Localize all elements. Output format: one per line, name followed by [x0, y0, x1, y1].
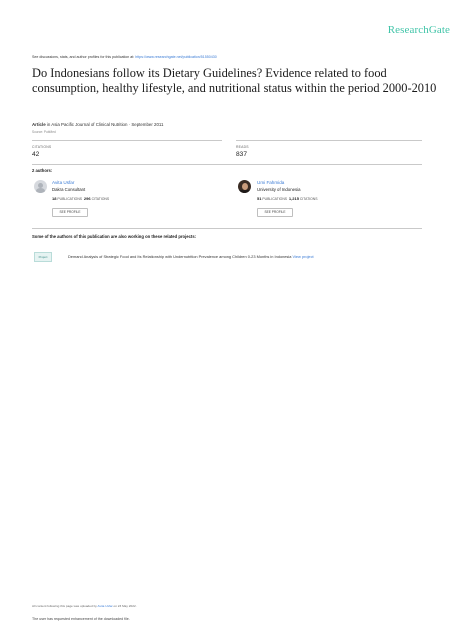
article-meta — [32, 122, 163, 127]
project-badge: Project — [34, 252, 52, 262]
author-institution: University of Indonesia — [257, 187, 301, 192]
citations-label: CITATIONS — [32, 145, 52, 149]
avatar-head — [38, 183, 43, 188]
citations-count: 42 — [32, 151, 40, 158]
publications-label: PUBLICATIONS — [57, 197, 83, 201]
author-stats — [52, 196, 109, 201]
publication-url-link[interactable]: https://www.researchgate.net/publication/51550430 — [135, 55, 217, 59]
see-profile-button[interactable]: SEE PROFILE — [257, 208, 293, 217]
discuss-prefix: See discussions, stats, and author profiles for this publication at: — [32, 55, 135, 59]
source-label: Source: PubMed — [32, 130, 56, 134]
author-citations-count: 296 — [83, 196, 91, 201]
author-citations-label: CITATIONS — [91, 197, 110, 201]
author-citations-count: 1,215 — [288, 196, 299, 201]
researchgate-logo[interactable]: ResearchGate — [387, 24, 450, 36]
project-title: Demand Analysis of Strategic Food and Its Relationship with Undernutrition Prevalence among Children 0-23 Months in Indonesia — [68, 254, 292, 259]
journal-info[interactable]: in Asia Pacific Journal of Clinical Nutrition · September 2011 — [46, 122, 164, 127]
author-name[interactable]: Avita Usfar — [52, 180, 75, 185]
reads-count: 837 — [236, 151, 248, 158]
author-institution: Dakra Consultant — [52, 187, 86, 192]
related-projects-heading: Some of the authors of this publication are also working on these related projects: — [32, 234, 197, 239]
upload-prefix: All content following this page was uploaded by — [32, 604, 97, 608]
author-stats — [257, 196, 317, 201]
enhancement-notice: The user has requested enhancement of the downloaded file. — [32, 617, 130, 621]
uploader-link[interactable]: Avita Usfar — [97, 604, 113, 608]
upload-note — [32, 604, 137, 608]
publications-label: PUBLICATIONS — [262, 197, 288, 201]
reads-label: READS — [236, 145, 249, 149]
avatar-scarf — [238, 190, 251, 194]
author-citations-label: CITATIONS — [299, 197, 318, 201]
divider-authors — [32, 164, 422, 165]
author-name[interactable]: Umi Fahmida — [257, 180, 285, 185]
article-type: Article — [32, 122, 46, 127]
avatar-body — [36, 188, 45, 193]
avatar[interactable] — [238, 180, 251, 193]
authors-heading: 2 authors: — [32, 168, 53, 173]
divider-projects — [32, 228, 422, 229]
avatar[interactable] — [34, 180, 47, 193]
publications-count: 18 — [52, 196, 57, 201]
related-project-item — [68, 254, 314, 259]
see-profile-button[interactable]: SEE PROFILE — [52, 208, 88, 217]
divider-reads — [236, 140, 422, 141]
paper-title: Do Indonesians follow its Dietary Guidelines? Evidence related to food consumption, healthy lifestyle, and nutritional status within the period 2000-2010 — [32, 66, 437, 96]
upload-suffix: on 23 May 2022. — [113, 604, 137, 608]
divider-citations — [32, 140, 222, 141]
publications-count: 51 — [257, 196, 262, 201]
publication-link-line — [32, 55, 217, 59]
view-project-link[interactable]: View project — [292, 254, 314, 259]
